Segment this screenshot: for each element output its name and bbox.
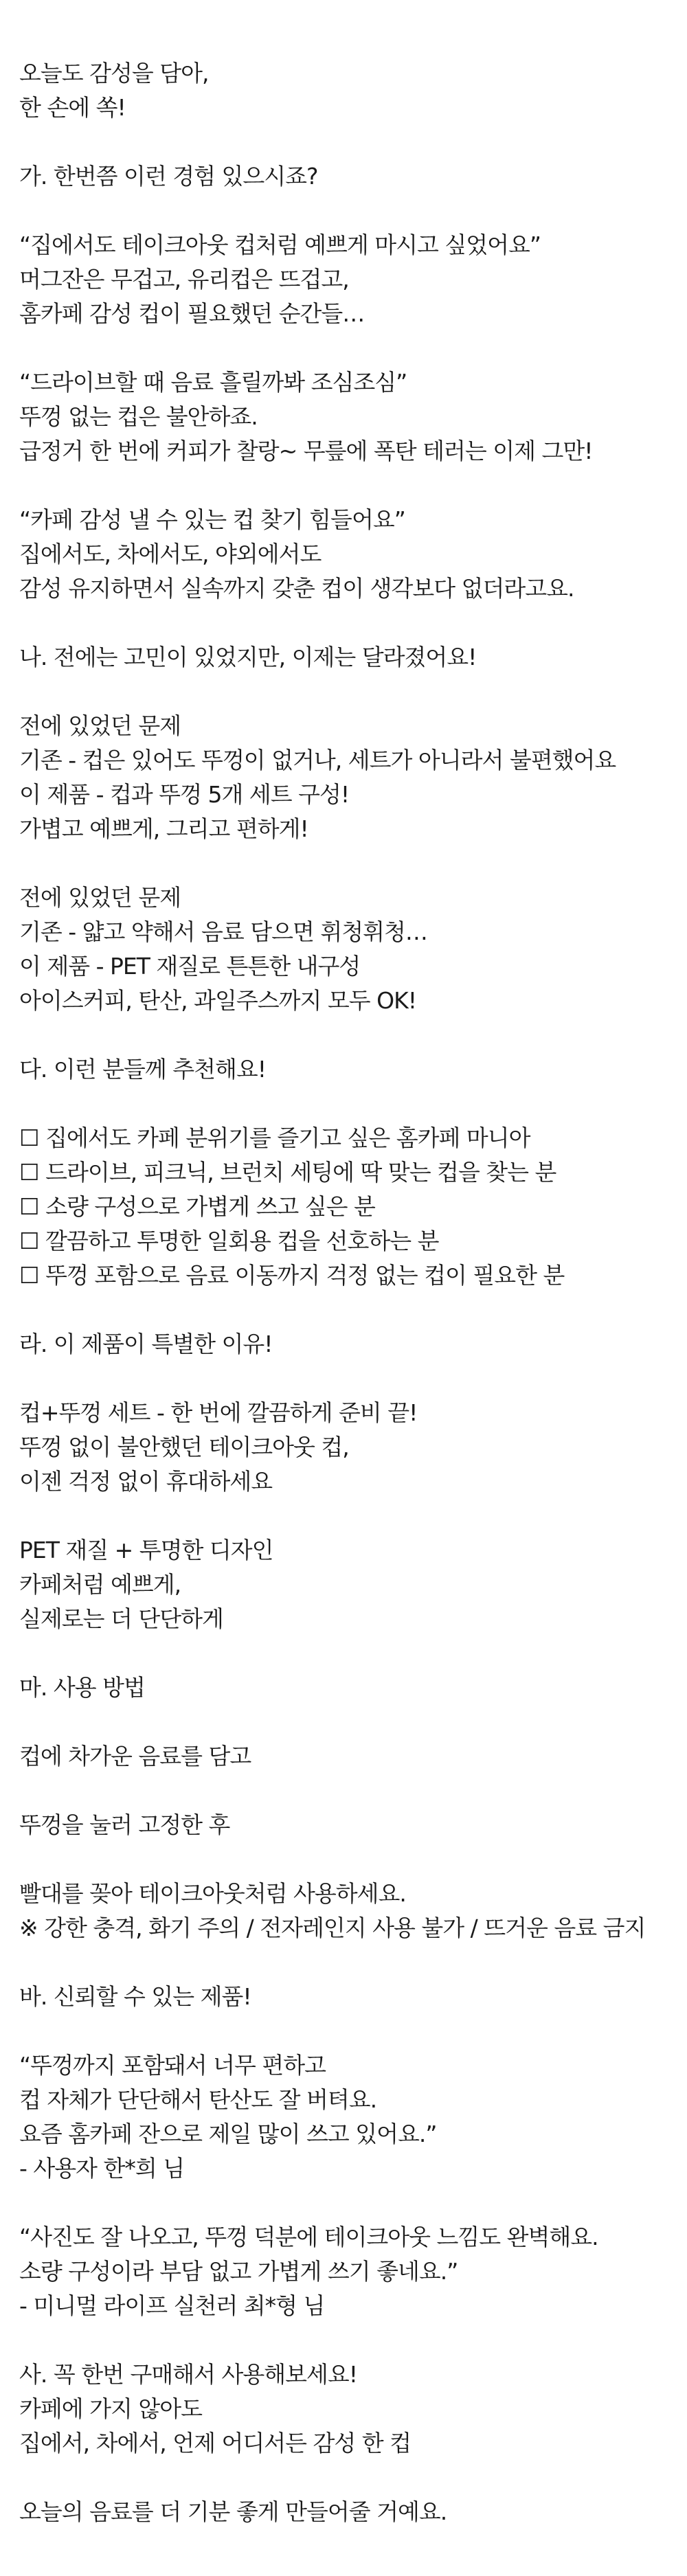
feature-title: PET 재질 + 투명한 디자인 — [19, 1537, 273, 1563]
recommend-item — [19, 1190, 672, 1224]
experience-quote: “드라이브할 때 음료 흘릴까봐 조심조심” — [19, 369, 407, 396]
recommend-item-text: 뚜껑 포함으로 음료 이동까지 걱정 없는 컵이 필요한 분 — [45, 1262, 565, 1289]
feature-text: 이젠 걱정 없이 휴대하세요 — [19, 1468, 273, 1495]
problem-label: 전에 있었던 문제 — [19, 884, 181, 911]
section-heading-da: 다. 이런 분들께 추천해요! — [19, 1056, 266, 1083]
feature-title: 컵+뚜껑 세트 - 한 번에 깔끔하게 준비 끝! — [19, 1399, 418, 1426]
checkbox-icon: ☐ — [19, 1125, 39, 1151]
problem-before: 기존 - 컵은 있어도 뚜껑이 없거나, 세트가 아니라서 불편했어요 — [19, 747, 616, 773]
experience-text: 홈카페 감성 컵이 필요했던 순간들… — [19, 300, 365, 327]
recommend-item — [19, 1224, 672, 1258]
experience-quote: “카페 감성 낼 수 있는 컵 찾기 힘들어요” — [19, 506, 405, 533]
experience-text: 감성 유지하면서 실속까지 갖춘 컵이 생각보다 없더라고요. — [19, 575, 574, 602]
checkbox-icon: ☐ — [19, 1262, 39, 1289]
recommend-item — [19, 1155, 672, 1190]
problem-before: 기존 - 얇고 약해서 음료 담으면 휘청휘청… — [19, 918, 427, 945]
feature-text: 뚜껑 없이 불안했던 테이크아웃 컵, — [19, 1434, 349, 1460]
section-heading-ga: 가. 한번쯤 이런 경험 있으시죠? — [19, 163, 318, 190]
usage-caution: ※ 강한 충격, 화기 주의 / 전자레인지 사용 불가 / 뜨거운 음료 금지 — [19, 1914, 646, 1941]
experience-text: 뚜껑 없는 컵은 불안하죠. — [19, 403, 258, 430]
feature-text: 실제로는 더 단단하게 — [19, 1605, 223, 1632]
section-heading-na: 나. 전에는 고민이 있었지만, 이제는 달라졌어요! — [19, 644, 477, 670]
feature-text: 카페처럼 예쁘게, — [19, 1571, 181, 1598]
recommend-item-text: 소량 구성으로 가볍게 쓰고 싶은 분 — [45, 1193, 375, 1220]
product-description — [19, 56, 672, 2529]
review-text: 컵 자체가 단단해서 탄산도 잘 버텨요. — [19, 2086, 377, 2113]
recommend-item-text: 드라이브, 피크닉, 브런치 세팅에 딱 맞는 컵을 찾는 분 — [45, 1159, 556, 1186]
checkbox-icon: ☐ — [19, 1159, 39, 1186]
checkbox-icon: ☐ — [19, 1228, 39, 1254]
problem-label: 전에 있었던 문제 — [19, 712, 181, 739]
section-heading-ra: 라. 이 제품이 특별한 이유! — [19, 1331, 273, 1357]
problem-after: 이 제품 - PET 재질로 튼튼한 내구성 — [19, 953, 361, 980]
review-author: - 미니멀 라이프 실천러 최*형 님 — [19, 2292, 325, 2319]
problem-summary: 가볍고 예쁘게, 그리고 편하게! — [19, 815, 308, 842]
problem-after: 이 제품 - 컵과 뚜껑 5개 세트 구성! — [19, 781, 350, 808]
usage-step: 뚜껑을 눌러 고정한 후 — [19, 1811, 230, 1838]
recommend-item — [19, 1258, 672, 1293]
recommend-item — [19, 1121, 672, 1155]
review-text: 소량 구성이라 부담 없고 가볍게 쓰기 좋네요.” — [19, 2258, 458, 2285]
experience-text: 집에서도, 차에서도, 야외에서도 — [19, 541, 322, 567]
experience-text: 급정거 한 번에 커피가 찰랑~ 무릎에 폭탄 테러는 이제 그만! — [19, 438, 593, 464]
checkbox-icon: ☐ — [19, 1193, 39, 1220]
closing-text: 집에서, 차에서, 언제 어디서든 감성 한 컵 — [19, 2430, 411, 2456]
review-text: “사진도 잘 나오고, 뚜껑 덕분에 테이크아웃 느낌도 완벽해요. — [19, 2224, 598, 2250]
review-text: 요즘 홈카페 잔으로 제일 많이 쓰고 있어요.” — [19, 2121, 437, 2147]
review-text: “뚜껑까지 포함돼서 너무 편하고 — [19, 2052, 326, 2079]
intro-line: 오늘도 감성을 담아, — [19, 60, 209, 87]
closing-text: 카페에 가지 않아도 — [19, 2395, 203, 2422]
intro-line: 한 손에 쏙! — [19, 94, 126, 121]
experience-text: 머그잔은 무겁고, 유리컵은 뜨겁고, — [19, 266, 349, 293]
closing-message: 오늘의 음료를 더 기분 좋게 만들어줄 거예요. — [19, 2498, 447, 2525]
usage-step: 컵에 차가운 음료를 담고 — [19, 1743, 251, 1770]
review-author: - 사용자 한*희 님 — [19, 2155, 185, 2182]
experience-quote: “집에서도 테이크아웃 컵처럼 예쁘게 마시고 싶었어요” — [19, 231, 541, 258]
section-heading-sa: 사. 꼭 한번 구매해서 사용해보세요! — [19, 2361, 357, 2388]
section-heading-ba: 바. 신뢰할 수 있는 제품! — [19, 1983, 251, 2010]
recommend-item-text: 깔끔하고 투명한 일회용 컵을 선호하는 분 — [45, 1228, 439, 1254]
recommend-item-text: 집에서도 카페 분위기를 즐기고 싶은 홈카페 마니아 — [45, 1125, 530, 1151]
usage-step: 빨대를 꽂아 테이크아웃처럼 사용하세요. — [19, 1880, 406, 1907]
problem-summary: 아이스커피, 탄산, 과일주스까지 모두 OK! — [19, 987, 416, 1014]
section-heading-ma: 마. 사용 방법 — [19, 1674, 145, 1701]
